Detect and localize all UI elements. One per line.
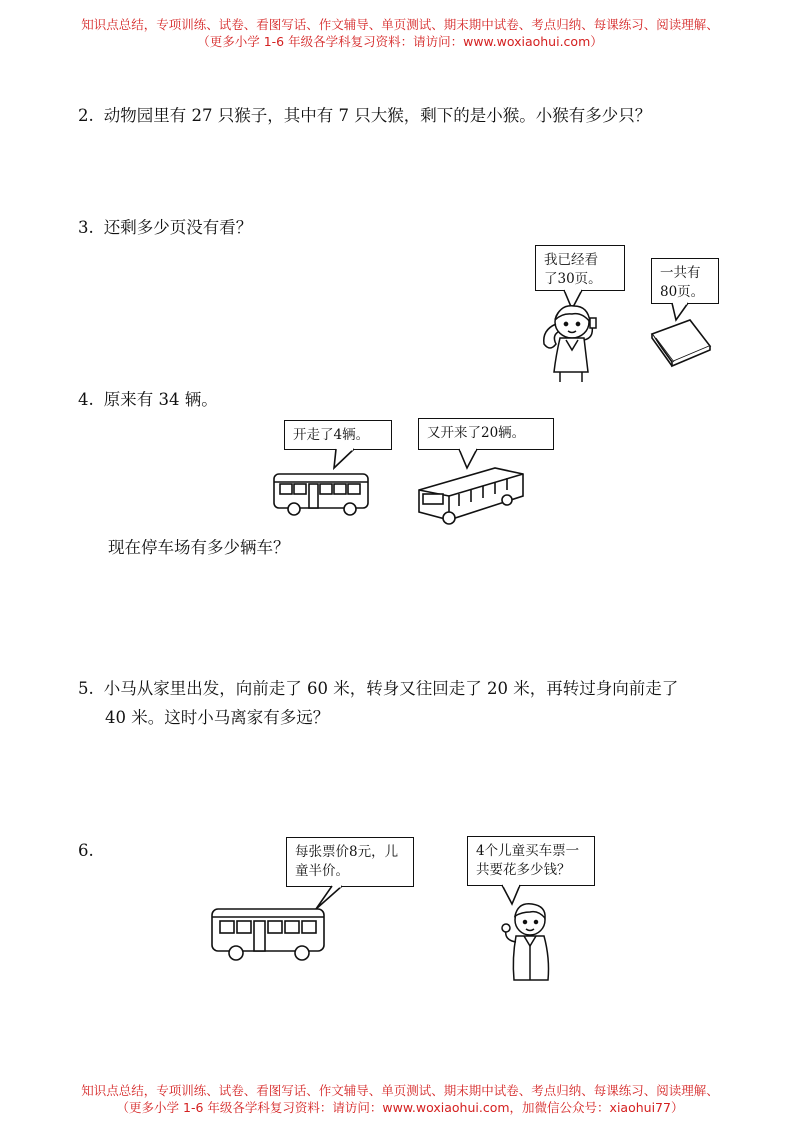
question-5 — [78, 674, 678, 704]
question-text: 动物园里有 27 只猴子，其中有 7 只大猴，剩下的是小猴。小猴有多少只？ — [103, 106, 652, 125]
speech-bubble-book — [651, 258, 719, 304]
question-number: 6. — [78, 841, 94, 860]
question-text-line-1: 小马从家里出发，向前走了 60 米，转身又往回走了 20 米，再转过身向前走了 — [103, 679, 679, 698]
bubble-line: 我已经看 — [544, 252, 598, 268]
speech-bubble-girl — [535, 245, 625, 291]
speech-bubble-bus-leaving — [284, 420, 392, 450]
question-number: 4. — [78, 390, 94, 409]
question-number: 3. — [78, 218, 94, 237]
question-5-line-2: 40 米。这时小马离家有多远？ — [105, 708, 330, 727]
bubble-tail-icon — [330, 448, 364, 470]
speech-bubble-bus-arriving — [418, 418, 554, 450]
page-footer — [0, 1082, 800, 1116]
bubble-line: 共要花多少钱？ — [476, 862, 571, 878]
bubble-line: 开走了4辆。 — [293, 427, 370, 443]
header-line-1: 知识点总结，专项训练、试卷、看图写话、作文辅导、单页测试、期末期中试卷、考点归纳、每课练习、阅读理解、 — [81, 17, 719, 32]
bubble-line: 又开来了20辆。 — [427, 425, 526, 441]
question-4-sub: 现在停车场有多少辆车？ — [108, 538, 290, 557]
bus-front-icon — [415, 462, 527, 528]
bubble-line: 每张票价8元，儿 — [295, 844, 399, 860]
bubble-line: 了30页。 — [544, 271, 602, 287]
bubble-line: 80页。 — [660, 284, 705, 300]
boy-icon — [496, 898, 566, 984]
question-number: 2. — [78, 106, 94, 125]
question-text: 还剩多少页没有看？ — [103, 218, 253, 237]
question-4 — [78, 385, 218, 415]
question-6 — [78, 836, 104, 866]
question-3 — [78, 213, 252, 243]
book-icon — [648, 316, 714, 368]
page-header — [0, 16, 800, 50]
header-line-2: （更多小学 1-6 年级各学科复习资料：请访问：www.woxiaohui.com） — [197, 34, 603, 49]
speech-bubble-ticket-price — [286, 837, 414, 887]
girl-reading-icon — [530, 300, 610, 385]
bubble-line: 4个儿童买车票一 — [476, 843, 580, 859]
question-number: 5. — [78, 679, 94, 698]
footer-line-1: 知识点总结，专项训练、试卷、看图写话、作文辅导、单页测试、期末期中试卷、考点归纳、每课练习、阅读理解、 — [81, 1083, 719, 1098]
question-text: 原来有 34 辆。 — [103, 390, 218, 409]
question-2 — [78, 101, 651, 131]
bubble-line: 童半价。 — [295, 863, 349, 879]
bus-side-icon — [210, 905, 328, 963]
bus-side-icon — [272, 470, 372, 518]
bubble-line: 一共有 — [660, 265, 701, 281]
footer-line-2: （更多小学 1-6 年级各学科复习资料：请访问：www.woxiaohui.com，加微信公众号：xiaohui77） — [116, 1100, 684, 1115]
speech-bubble-boy-question — [467, 836, 595, 886]
